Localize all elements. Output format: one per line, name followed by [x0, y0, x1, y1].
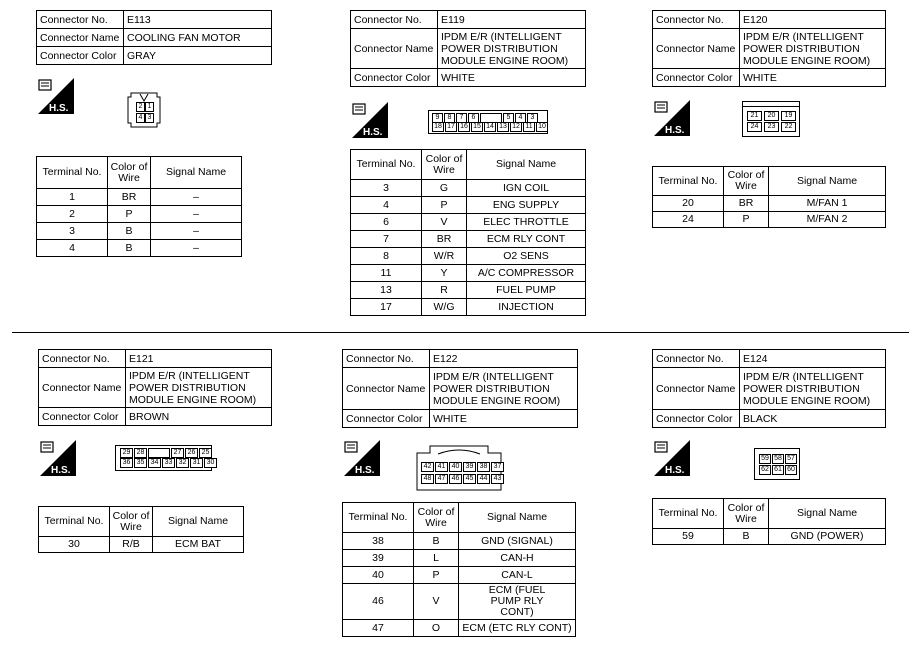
pin: 29	[120, 448, 133, 458]
pin: 25	[199, 448, 212, 458]
hs-icon	[352, 102, 388, 138]
pin: 7	[456, 113, 467, 123]
terminal-table-e124	[652, 498, 886, 545]
header-terminal-no: Terminal No.	[653, 499, 724, 529]
pin: 13	[497, 122, 509, 132]
header-terminal-no: Terminal No.	[39, 507, 110, 537]
hs-icon	[40, 440, 76, 476]
pin: 30	[204, 458, 217, 468]
label-connector-name: Connector Name	[39, 368, 126, 408]
label-connector-no: Connector No.	[351, 11, 438, 29]
label-connector-no: Connector No.	[653, 11, 740, 29]
table-row: 11 Y A/C COMPRESSOR	[351, 265, 586, 282]
connector-face-e122	[416, 445, 502, 491]
table-row: 13 R FUEL PUMP	[351, 282, 586, 299]
pin: 3	[145, 113, 154, 123]
table-row: 8 W/R O2 SENS	[351, 248, 586, 265]
pin: 17	[445, 122, 457, 132]
pin: 38	[477, 462, 490, 472]
hs-icon	[344, 440, 380, 476]
pin: 48	[421, 474, 434, 484]
pin: 21	[747, 111, 762, 121]
label-connector-color: Connector Color	[39, 408, 126, 426]
pin: 20	[764, 111, 779, 121]
pin: 31	[190, 458, 203, 468]
connector-color: BROWN	[126, 408, 272, 426]
connector-face-e124	[754, 448, 800, 480]
terminal-table-e122	[342, 502, 576, 637]
terminal-table-e113	[36, 156, 242, 257]
connector-info-e120	[652, 10, 886, 87]
table-row: 20 BR M/FAN 1	[653, 196, 886, 212]
header-terminal-no: Terminal No.	[653, 167, 724, 196]
terminal-table-e120	[652, 166, 886, 228]
svg-text:H.S.: H.S.	[49, 103, 69, 114]
pin: 6	[468, 113, 479, 123]
header-signal-name: Signal Name	[459, 503, 576, 533]
svg-text:H.S.: H.S.	[355, 465, 375, 476]
section-divider	[12, 332, 909, 333]
terminal-table-e121	[38, 506, 244, 553]
header-signal-name: Signal Name	[153, 507, 244, 537]
header-signal-name: Signal Name	[467, 150, 586, 180]
connector-color: GRAY	[124, 47, 272, 65]
label-connector-no: Connector No.	[653, 350, 740, 368]
label-connector-no: Connector No.	[37, 11, 124, 29]
label-connector-name: Connector Name	[653, 29, 740, 69]
pin: 34	[148, 458, 161, 468]
hs-icon	[654, 100, 690, 136]
table-row: 46 V ECM (FUEL PUMP RLY CONT)	[343, 584, 576, 620]
label-connector-name: Connector Name	[351, 29, 438, 69]
connector-color: WHITE	[430, 410, 578, 428]
pin: 4	[515, 113, 526, 123]
pin: 32	[176, 458, 189, 468]
table-row: 47 O ECM (ETC RLY CONT)	[343, 620, 576, 637]
table-row: 30 R/B ECM BAT	[39, 537, 244, 553]
label-connector-name: Connector Name	[343, 368, 430, 410]
label-connector-color: Connector Color	[653, 69, 740, 87]
label-connector-color: Connector Color	[37, 47, 124, 65]
label-connector-name: Connector Name	[37, 29, 124, 47]
header-color-of-wire: Color of Wire	[724, 499, 769, 529]
label-connector-name: Connector Name	[653, 368, 740, 410]
connector-color: BLACK	[740, 410, 886, 428]
connector-no: E119	[438, 11, 586, 29]
connector-no: E124	[740, 350, 886, 368]
connector-info-e122	[342, 349, 578, 428]
header-signal-name: Signal Name	[769, 167, 886, 196]
connector-face-e119	[428, 110, 548, 134]
key-slot	[148, 448, 170, 458]
pin: 46	[449, 474, 462, 484]
pin: 2	[136, 102, 145, 112]
table-row: 17 W/G INJECTION	[351, 299, 586, 316]
pin: 62	[759, 465, 771, 475]
connector-color: WHITE	[740, 69, 886, 87]
label-connector-no: Connector No.	[39, 350, 126, 368]
table-row: 3 G IGN COIL	[351, 180, 586, 197]
svg-text:H.S.: H.S.	[51, 465, 71, 476]
header-signal-name: Signal Name	[151, 157, 242, 189]
connector-info-e119	[350, 10, 586, 87]
pin: 12	[510, 122, 522, 132]
pin: 19	[781, 111, 796, 121]
connector-no: E122	[430, 350, 578, 368]
pin: 43	[491, 474, 504, 484]
svg-text:H.S.: H.S.	[665, 465, 685, 476]
svg-text:H.S.: H.S.	[363, 127, 383, 138]
label-connector-color: Connector Color	[351, 69, 438, 87]
pin: 57	[785, 454, 797, 464]
svg-text:H.S.: H.S.	[665, 125, 685, 136]
pin: 44	[477, 474, 490, 484]
header-color-of-wire: Color of Wire	[422, 150, 467, 180]
table-row: 39 L CAN-H	[343, 550, 576, 567]
connector-face-e113	[127, 92, 161, 128]
pin: 3	[527, 113, 538, 123]
pin: 39	[463, 462, 476, 472]
hs-icon	[38, 78, 74, 114]
pin: 10	[536, 122, 548, 132]
pin: 4	[136, 113, 145, 123]
pin: 9	[432, 113, 443, 123]
pin: 1	[145, 102, 154, 112]
table-row: 7 BR ECM RLY CONT	[351, 231, 586, 248]
header-color-of-wire: Color of Wire	[724, 167, 769, 196]
connector-name: IPDM E/R (INTELLIGENT POWER DISTRIBUTION MODULE ENGINE ROOM)	[740, 29, 886, 69]
connector-name: IPDM E/R (INTELLIGENT POWER DISTRIBUTION MODULE ENGINE ROOM)	[430, 368, 578, 410]
table-row: 3 B –	[37, 223, 242, 240]
table-row: 4 P ENG SUPPLY	[351, 197, 586, 214]
pin: 23	[764, 122, 779, 132]
pin: 26	[185, 448, 198, 458]
connector-name: COOLING FAN MOTOR	[124, 29, 272, 47]
header-terminal-no: Terminal No.	[351, 150, 422, 180]
connector-no: E113	[124, 11, 272, 29]
pin: 27	[171, 448, 184, 458]
pin: 40	[449, 462, 462, 472]
terminal-table-e119	[350, 149, 586, 316]
connector-name: IPDM E/R (INTELLIGENT POWER DISTRIBUTION MODULE ENGINE ROOM)	[126, 368, 272, 408]
connector-face-e121	[115, 445, 215, 471]
pin: 41	[435, 462, 448, 472]
header-color-of-wire: Color of Wire	[110, 507, 153, 537]
pin: 24	[747, 122, 762, 132]
table-row: 24 P M/FAN 2	[653, 212, 886, 228]
pin: 45	[463, 474, 476, 484]
connector-face-e120	[742, 101, 800, 137]
pin: 8	[444, 113, 455, 123]
pin: 5	[503, 113, 514, 123]
label-connector-no: Connector No.	[343, 350, 430, 368]
connector-name: IPDM E/R (INTELLIGENT POWER DISTRIBUTION MODULE ENGINE ROOM)	[438, 29, 586, 69]
pin: 16	[458, 122, 470, 132]
table-row: 38 B GND (SIGNAL)	[343, 533, 576, 550]
pin: 59	[759, 454, 771, 464]
pin: 28	[134, 448, 147, 458]
connector-no: E120	[740, 11, 886, 29]
pin: 15	[471, 122, 483, 132]
connector-name: IPDM E/R (INTELLIGENT POWER DISTRIBUTION MODULE ENGINE ROOM)	[740, 368, 886, 410]
pin: 47	[435, 474, 448, 484]
header-color-of-wire: Color of Wire	[414, 503, 459, 533]
header-terminal-no: Terminal No.	[37, 157, 108, 189]
table-row: 1 BR –	[37, 189, 242, 206]
table-row: 40 P CAN-L	[343, 567, 576, 584]
connector-info-e121	[38, 349, 272, 426]
header-color-of-wire: Color of Wire	[108, 157, 151, 189]
pin: 22	[781, 122, 796, 132]
pin: 58	[772, 454, 784, 464]
pin: 14	[484, 122, 496, 132]
connector-info-e113	[36, 10, 272, 65]
pin: 60	[785, 465, 797, 475]
pin: 36	[120, 458, 133, 468]
table-row: 6 V ELEC THROTTLE	[351, 214, 586, 231]
header-signal-name: Signal Name	[769, 499, 886, 529]
pin: 35	[134, 458, 147, 468]
pin: 42	[421, 462, 434, 472]
connector-info-e124	[652, 349, 886, 428]
table-row: 2 P –	[37, 206, 242, 223]
hs-icon	[654, 440, 690, 476]
label-connector-color: Connector Color	[343, 410, 430, 428]
connector-color: WHITE	[438, 69, 586, 87]
table-row: 4 B –	[37, 240, 242, 257]
connector-no: E121	[126, 350, 272, 368]
pin: 18	[432, 122, 444, 132]
pin: 11	[523, 122, 535, 132]
header-terminal-no: Terminal No.	[343, 503, 414, 533]
pin: 61	[772, 465, 784, 475]
pin: 33	[162, 458, 175, 468]
table-row: 59 B GND (POWER)	[653, 529, 886, 545]
pin: 37	[491, 462, 504, 472]
label-connector-color: Connector Color	[653, 410, 740, 428]
